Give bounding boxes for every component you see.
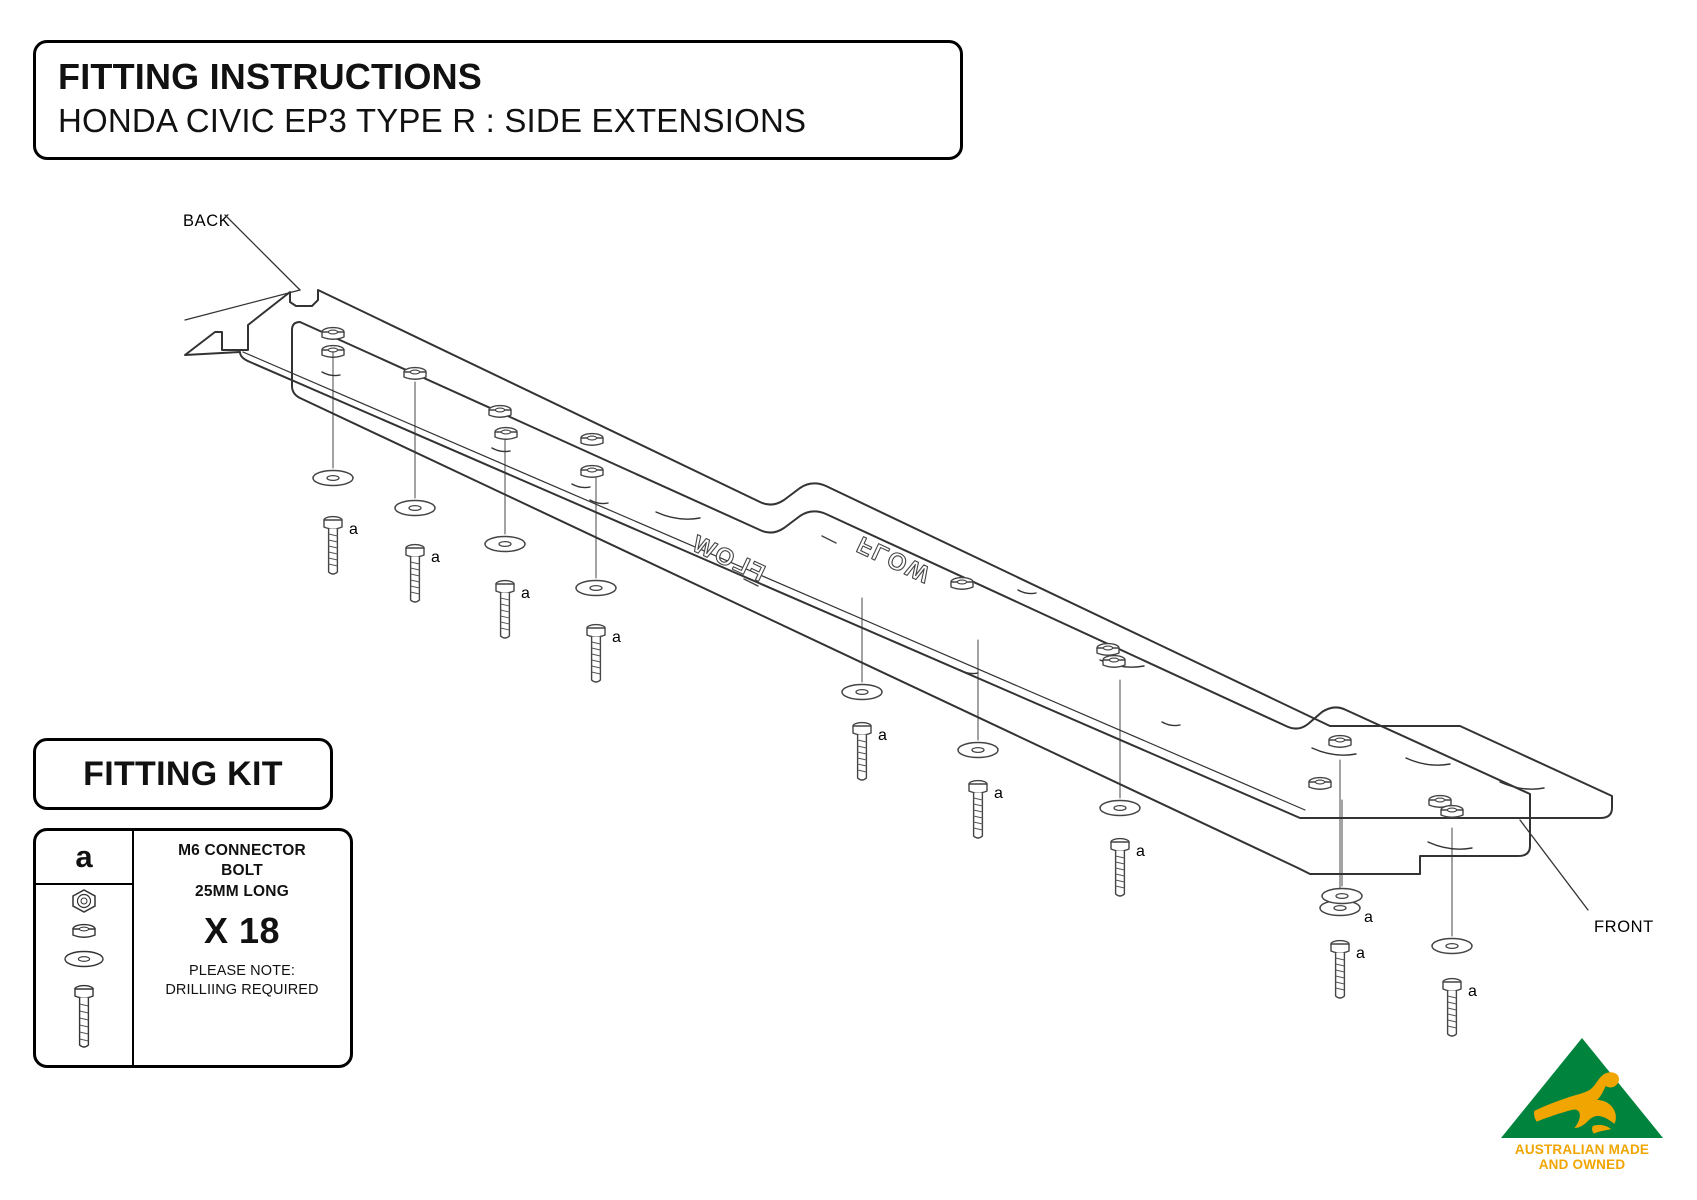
fitting-kit-item-name-line3: 25MM LONG [195, 882, 289, 900]
part-mark-a: a [994, 785, 1003, 802]
fitting-kit-heading: FITTING KIT [83, 754, 283, 793]
fitting-kit-item-quantity: X 18 [203, 910, 281, 952]
fitting-kit-part-illustration [36, 885, 132, 1065]
callout-back-label: BACK [183, 212, 231, 230]
page-title: FITTING INSTRUCTIONS [58, 56, 482, 97]
australian-made-badge [1497, 1034, 1667, 1184]
flow-emboss-2: FLOW [686, 529, 769, 588]
page-subtitle: HONDA CIVIC EP3 TYPE R : SIDE EXTENSIONS [58, 102, 807, 140]
part-mark-a: a [612, 629, 621, 646]
bolt-icon [75, 986, 93, 1047]
fitting-kit-item-letter: a [75, 839, 93, 874]
part-mark-a: a [878, 727, 887, 744]
australian-made-logo-icon [1497, 1034, 1667, 1142]
fitting-kit-item-details [134, 831, 350, 1065]
part-mark-a: a [1364, 909, 1373, 926]
badge-line-2: AND OWNED [1538, 1157, 1626, 1173]
washer-icon [65, 952, 103, 967]
fitting-kit-note-line1: PLEASE NOTE: [189, 963, 295, 980]
nut-side-icon [73, 925, 95, 938]
australian-made-badge-text [1497, 1142, 1667, 1172]
nut-icon [73, 890, 95, 912]
part-mark-a: a [521, 585, 530, 602]
fitting-kit-table [33, 828, 353, 1068]
fitting-kit-heading-box [33, 738, 333, 810]
fitting-kit-item-letter-cell [36, 831, 132, 885]
fitting-kit-note-line2: DRILLIING REQUIRED [165, 982, 319, 999]
part-mark-a: a [1356, 945, 1365, 962]
badge-line-1: AUSTRALIAN MADE [1514, 1142, 1650, 1157]
part-mark-a: a [1468, 983, 1477, 1000]
part-mark-a: a [1136, 843, 1145, 860]
title-block [33, 40, 963, 160]
fitting-kit-item-name-line2: BOLT [221, 862, 263, 880]
fitting-kit-item-name-line1: M6 CONNECTOR [178, 842, 306, 859]
callout-front-label: FRONT [1594, 918, 1654, 936]
part-mark-a: a [431, 549, 440, 566]
part-mark-a: a [349, 521, 358, 538]
fitting-kit-item-icon-column [36, 831, 134, 1065]
part-mark-group [349, 521, 1477, 1000]
flow-emboss-1: FLOW [853, 530, 936, 589]
